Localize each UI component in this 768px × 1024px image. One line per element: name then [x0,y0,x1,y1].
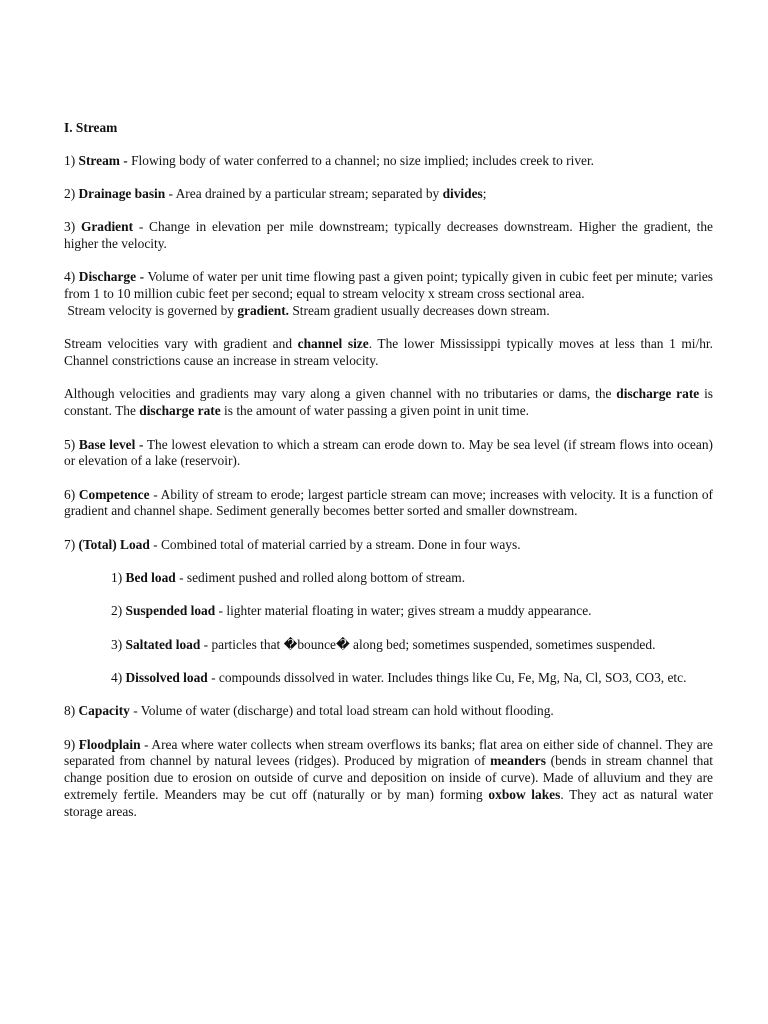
term-gradient-velocity: gradient. [237,303,290,319]
term-total-load: (Total) Load [78,536,150,552]
term-bed-load: Bed load [125,570,176,586]
paragraph-stream-velocities: Stream velocities vary with gradient and channel size. The lower Mississippi typically moves at less than 1 mi/hr. Channel constrictions cause an increase in stream velocity. [64,336,713,369]
paragraph-discharge-rate: Although velocities and gradients may vary along a given channel with no tributaries or dams, the discharge rate is constant. The discharge rate is the amount of water passing a given point in unit time. [64,386,714,419]
item-drainage-basin: 2) Drainage basin - Area drained by a particular stream; separated by divides; [64,186,487,202]
item-total-load: 7) (Total) Load - Combined total of material carried by a stream. Done in four ways. [64,536,521,552]
section-heading: I. Stream [64,120,118,135]
term-stream: Stream - [78,152,128,168]
item-capacity: 8) Capacity - Volume of water (discharge) and total load stream can hold without flooding. [64,703,554,719]
term-base-level: Base level - [78,436,144,452]
term-drainage-basin: Drainage basin [78,186,166,202]
subitem-saltated-load: 3) Saltated load - particles that �bounce� along bed; sometimes suspended, sometimes suspended. [111,636,656,652]
subitem-bed-load: 1) Bed load - sediment pushed and rolled along bottom of stream. [111,570,466,586]
term-dissolved-load: Dissolved load [125,669,208,685]
term-divides: divides [442,186,483,202]
item-gradient: 3) Gradient - Change in elevation per mile downstream; typically decreases downstream. Higher the gradient, the higher the velocity. [64,219,713,252]
item-floodplain: 9) Floodplain - Area where water collects when stream overflows its banks; flat area on either side of channel. They are separated from channel by natural levees (ridges). Produced by migration of meanders (bends in stream channel that change position due to erosion on outside of curve and deposition on inside of curve). Made of alluvium and they are extremely fertile. Meanders may be cut off (naturally or by man) forming oxbow lakes. They act as natural water storage areas. [64,736,713,819]
item-discharge-velocity: Stream velocity is governed by gradient. Stream gradient usually decreases down stream. [64,303,550,319]
term-discharge-rate-2: discharge rate [139,403,221,419]
term-meanders: meanders [490,753,546,769]
item-competence: 6) Competence - Ability of stream to erode; largest particle stream can move; increases with velocity. It is a function of gradient and channel shape. Sediment generally becomes better sorted and smaller downstream. [64,486,713,519]
term-capacity: Capacity [78,703,130,719]
item-base-level: 5) Base level - The lowest elevation to which a stream can erode down to. May be sea level (if stream flows into ocean) or elevation of a lake (reservoir). [64,436,713,469]
term-discharge: Discharge - [78,269,145,285]
item-discharge: 4) Discharge - Volume of water per unit time flowing past a given point; typically given in cubic feet per minute; varies from 1 to 10 million cubic feet per second; equal to stream velocity x stream cross sectional area. [64,269,713,302]
document-page [64,120,713,837]
term-channel-size: channel size [297,336,369,352]
term-oxbow-lakes: oxbow lakes [488,786,561,802]
item-stream: 1) Stream - Flowing body of water conferred to a channel; no size implied; includes creek to river. [64,152,595,168]
term-suspended-load: Suspended load [125,603,216,619]
term-gradient: Gradient [80,219,134,235]
term-competence: Competence [78,486,150,502]
term-floodplain: Floodplain [78,736,141,752]
subitem-dissolved-load: 4) Dissolved load - compounds dissolved in water. Includes things like Cu, Fe, Mg, Na, Cl, SO3, CO3, etc. [111,669,687,685]
term-discharge-rate: discharge rate [616,386,700,402]
subitem-suspended-load: 2) Suspended load - lighter material floating in water; gives stream a muddy appearance. [111,603,592,619]
term-saltated-load: Saltated load [125,636,201,652]
